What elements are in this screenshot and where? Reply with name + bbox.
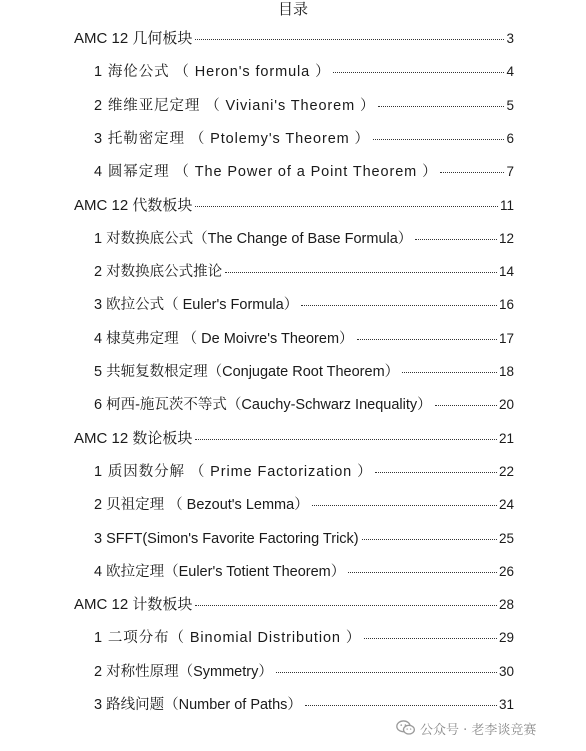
toc-entry-title: 1 质因数分解 （ Prime Factorization ）: [94, 463, 373, 480]
dot-leader: [362, 539, 497, 540]
toc-page-number: 12: [498, 230, 514, 246]
toc-page-number: 17: [498, 330, 514, 346]
toc-section[interactable]: [74, 195, 514, 217]
toc-entry[interactable]: [94, 528, 514, 550]
toc-page-number: 7: [506, 164, 514, 180]
dot-leader: [357, 339, 497, 340]
toc-page-number: 6: [506, 130, 514, 146]
toc-entry[interactable]: [94, 95, 514, 117]
toc-page-number: 21: [498, 430, 514, 446]
toc-page-number: 24: [498, 497, 514, 513]
toc-section[interactable]: [74, 594, 514, 616]
dot-leader: [378, 106, 504, 107]
toc-page-number: 18: [498, 364, 514, 379]
toc-page-number: 26: [498, 563, 514, 579]
toc-page-number: 31: [498, 697, 514, 712]
toc-entry[interactable]: [94, 661, 514, 683]
dot-leader: [195, 605, 497, 606]
dot-leader: [333, 72, 504, 73]
toc-entry[interactable]: [94, 294, 514, 316]
dot-leader: [435, 405, 497, 406]
toc-entry-title: AMC 12 几何板块: [74, 30, 193, 47]
toc-page-number: 14: [498, 264, 514, 280]
dot-leader: [195, 39, 504, 40]
toc-entry-title: AMC 12 代数板块: [74, 196, 193, 214]
toc-entry[interactable]: [94, 128, 514, 150]
toc-entry-title: 1 对数换底公式（The Change of Base Formula）: [94, 230, 413, 247]
toc-entry[interactable]: [94, 261, 514, 283]
toc-entry[interactable]: [94, 627, 514, 649]
dot-leader: [375, 472, 496, 473]
toc-entry-title: 1 海伦公式 （ Heron's formula ）: [94, 64, 331, 81]
toc-page-number: 4: [506, 64, 514, 80]
toc-page-number: 28: [498, 597, 514, 613]
toc-entry-title: 6 柯西-施瓦茨不等式（Cauchy-Schwarz Inequality）: [94, 397, 432, 414]
toc-page-number: 3: [506, 31, 514, 46]
toc-entry-title: 3 欧拉公式（ Euler's Formula）: [94, 297, 299, 314]
toc-entry-title: AMC 12 计数板块: [74, 596, 193, 614]
toc-entry[interactable]: [94, 494, 514, 516]
toc-section[interactable]: [74, 428, 514, 450]
wechat-icon: [396, 719, 416, 737]
dot-leader: [276, 672, 497, 673]
toc-entry-title: 4 圆幂定理 （ The Power of a Point Theorem ）: [94, 164, 438, 181]
dot-leader: [440, 172, 504, 173]
toc-page-number: 16: [498, 297, 514, 313]
toc-page-number: 20: [498, 397, 514, 413]
toc-section[interactable]: [74, 28, 514, 50]
toc-entry-title: 3 托勒密定理 （ Ptolemy's Theorem ）: [94, 130, 370, 147]
toc-entry-title: 5 共轭复数根定理（Conjugate Root Theorem）: [94, 364, 400, 380]
toc-entry-title: AMC 12 数论板块: [74, 429, 193, 447]
dot-leader: [364, 638, 497, 639]
toc-entry[interactable]: [94, 228, 514, 250]
dot-leader: [312, 505, 497, 506]
dot-leader: [305, 705, 497, 706]
toc-entry-title: 1 二项分布（ Binomial Distribution ）: [94, 630, 362, 647]
dot-leader: [301, 305, 497, 306]
dot-leader: [195, 206, 498, 207]
watermark: [392, 716, 540, 740]
toc-page-number: 5: [506, 97, 514, 113]
dot-leader: [402, 372, 497, 373]
toc-page-number: 29: [498, 630, 514, 646]
toc-page-number: 25: [498, 530, 514, 546]
toc-entry-title: 2 贝祖定理 （ Bezout's Lemma）: [94, 497, 309, 514]
toc-entry[interactable]: [94, 394, 514, 416]
toc-page-number: 11: [499, 197, 514, 213]
toc-entry-title: 2 对数换底公式推论: [94, 264, 223, 281]
toc-entry-title: 4 欧拉定理（Euler's Totient Theorem）: [94, 563, 346, 580]
toc-page-number: 30: [498, 663, 514, 679]
toc-entry-title: 2 维维亚尼定理 （ Viviani's Theorem ）: [94, 97, 376, 114]
toc-page-number: 22: [498, 463, 514, 479]
toc-entry-title: 2 对称性原理（Symmetry）: [94, 663, 273, 680]
toc-entry[interactable]: [94, 328, 514, 350]
toc-entry[interactable]: [94, 461, 514, 483]
dot-leader: [373, 139, 505, 140]
toc-entry[interactable]: [94, 694, 514, 716]
toc-entry-title: 4 棣莫弗定理 （ De Moivre's Theorem）: [94, 330, 354, 347]
dot-leader: [225, 272, 497, 273]
toc-entry[interactable]: [94, 61, 514, 83]
watermark-text: 公众号 · 老李谈竞赛: [420, 722, 537, 738]
dot-leader: [348, 572, 497, 573]
toc-entry-title: 3 路线问题（Number of Paths）: [94, 697, 302, 713]
toc-entry[interactable]: [94, 561, 514, 583]
toc-entry[interactable]: [94, 361, 514, 383]
page-title: 目录: [277, 0, 308, 18]
toc-entry-title: 3 SFFT(Simon's Favorite Factoring Trick): [94, 530, 359, 547]
dot-leader: [415, 239, 497, 240]
dot-leader: [195, 439, 497, 440]
toc-entry[interactable]: [94, 161, 514, 183]
